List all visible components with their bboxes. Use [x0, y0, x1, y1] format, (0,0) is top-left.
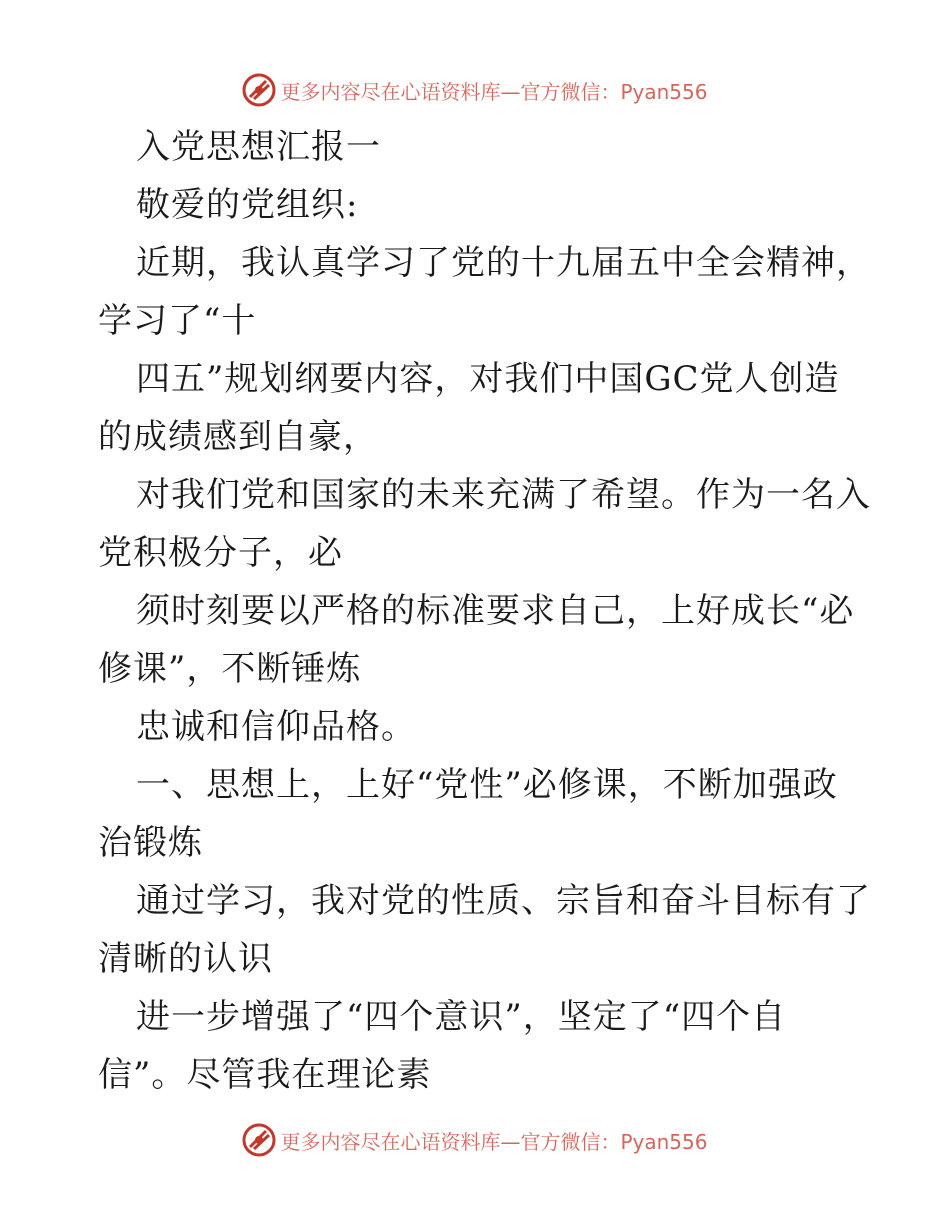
paragraph-line: 对我们党和国家的未来充满了希望。作为一名入 — [136, 475, 871, 515]
paragraph-line: 党积极分子，必 — [98, 533, 343, 573]
paragraph-line: 学习了“十 — [98, 301, 257, 341]
logo-icon — [242, 73, 276, 107]
watermark-text: 更多内容尽在心语资料库—官方微信：Pyan556 — [280, 1129, 708, 1154]
footer-watermark — [0, 1120, 950, 1160]
paragraph-line: 信”。尽管我在理论素 — [98, 1055, 432, 1095]
section-heading: 一、思想上，上好“党性”必修课，不断加强政 — [136, 765, 838, 805]
paragraph-line: 通过学习，我对党的性质、宗旨和奋斗目标有了 — [136, 881, 871, 921]
paragraph-line: 须时刻要以严格的标准要求自己，上好成长“必 — [136, 591, 855, 631]
paragraph-line: 修课”，不断锤炼 — [98, 649, 362, 689]
paragraph-line: 清晰的认识 — [98, 939, 273, 979]
paragraph-line: 忠诚和信仰品格。 — [136, 707, 416, 747]
salutation: 敬爱的党组织: — [136, 185, 359, 225]
document-body — [98, 118, 871, 1104]
header-watermark — [0, 70, 950, 110]
doc-title: 入党思想汇报一 — [136, 127, 381, 167]
paragraph-line: 进一步增强了“四个意识”，坚定了“四个自 — [136, 997, 787, 1037]
logo-icon — [242, 1123, 276, 1157]
paragraph-line: 四五”规划纲要内容，对我们中国GC党人创造 — [136, 359, 840, 399]
watermark-text: 更多内容尽在心语资料库—官方微信：Pyan556 — [280, 79, 708, 104]
section-heading: 治锻炼 — [98, 823, 203, 863]
paragraph-line: 近期，我认真学习了党的十九届五中全会精神， — [136, 243, 871, 283]
paragraph-line: 的成绩感到自豪， — [98, 417, 378, 457]
